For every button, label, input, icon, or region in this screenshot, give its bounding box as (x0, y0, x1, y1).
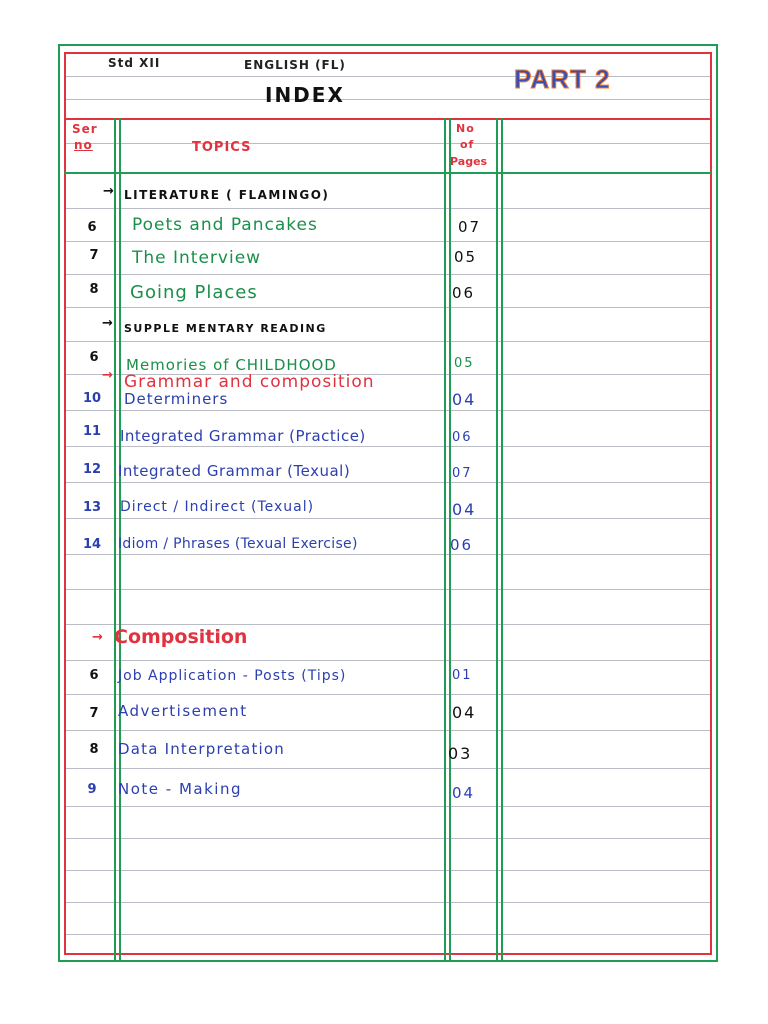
arrow-icon: → (102, 368, 113, 383)
std-label: Std XII (108, 56, 161, 70)
row-sr: 8 (89, 742, 99, 757)
row-pages: 07 (458, 218, 482, 236)
row-sr: 7 (89, 706, 99, 721)
arrow-icon: → (102, 316, 113, 331)
column-header-divider (64, 172, 712, 174)
pages-heading-line2: of (460, 138, 475, 151)
row-pages: 06 (450, 536, 474, 554)
row-topic: Data Interpretation (118, 740, 285, 758)
sr-heading-line1: Ser (72, 122, 98, 136)
row-pages: 05 (454, 356, 475, 371)
pages-heading-line1: No (456, 122, 475, 135)
arrow-icon: → (92, 630, 103, 645)
row-topic: Memories of CHILDHOOD (126, 356, 337, 374)
row-sr: 7 (89, 248, 99, 263)
row-sr: 8 (89, 282, 99, 297)
row-sr: 13 (82, 500, 102, 515)
subject-label: ENGLISH (FL) (244, 58, 346, 72)
column-divider (114, 118, 116, 960)
column-divider (501, 118, 503, 960)
row-topic: Job Application - Posts (Tips) (118, 668, 347, 684)
row-topic: Poets and Pancakes (132, 215, 318, 235)
row-topic: Note - Making (118, 780, 242, 798)
sr-heading-line2: no (74, 138, 93, 152)
row-pages: 04 (452, 500, 477, 519)
row-pages: 05 (454, 248, 478, 266)
row-sr: 6 (89, 668, 99, 683)
topics-heading: TOPICS (192, 140, 252, 155)
page-title: INDEX (265, 83, 345, 107)
row-topic: Integrated Grammar (Practice) (120, 427, 366, 445)
row-topic: Integrated Grammar (Texual) (118, 462, 351, 480)
row-topic: Determiners (124, 390, 229, 408)
column-divider (496, 118, 498, 960)
row-sr: 9 (87, 782, 97, 797)
row-topic: Going Places (130, 282, 258, 303)
row-topic: Idiom / Phrases (Texual Exercise) (118, 536, 358, 552)
row-pages: 07 (452, 466, 473, 481)
row-sr: 12 (82, 462, 102, 477)
pages-heading-line3: Pages (450, 155, 488, 168)
section-heading-supplementary: SUPPLE MENTARY READING (124, 322, 327, 335)
header-divider (64, 118, 712, 120)
row-pages: 01 (452, 668, 473, 683)
row-sr: 11 (82, 424, 102, 439)
section-heading-grammar: Grammar and composition (124, 372, 375, 392)
row-pages: 06 (452, 430, 473, 445)
row-sr: 6 (87, 220, 97, 235)
row-pages: 06 (452, 284, 476, 302)
arrow-icon: → (103, 184, 114, 199)
row-topic: Advertisement (118, 702, 248, 720)
part-label: PART 2 (514, 64, 611, 94)
row-topic: Direct / Indirect (Texual) (120, 499, 315, 515)
row-pages: 04 (452, 390, 477, 409)
row-sr: 10 (82, 391, 102, 406)
row-pages: 03 (448, 744, 473, 763)
row-pages: 04 (452, 703, 477, 722)
column-divider (444, 118, 446, 960)
section-heading-literature: LITERATURE ( FLAMINGO) (124, 188, 330, 202)
row-topic: The Interview (132, 248, 262, 268)
row-sr: 6 (89, 350, 99, 365)
row-sr: 14 (82, 537, 102, 552)
section-heading-composition: Composition (114, 626, 248, 648)
row-pages: 04 (452, 784, 476, 802)
